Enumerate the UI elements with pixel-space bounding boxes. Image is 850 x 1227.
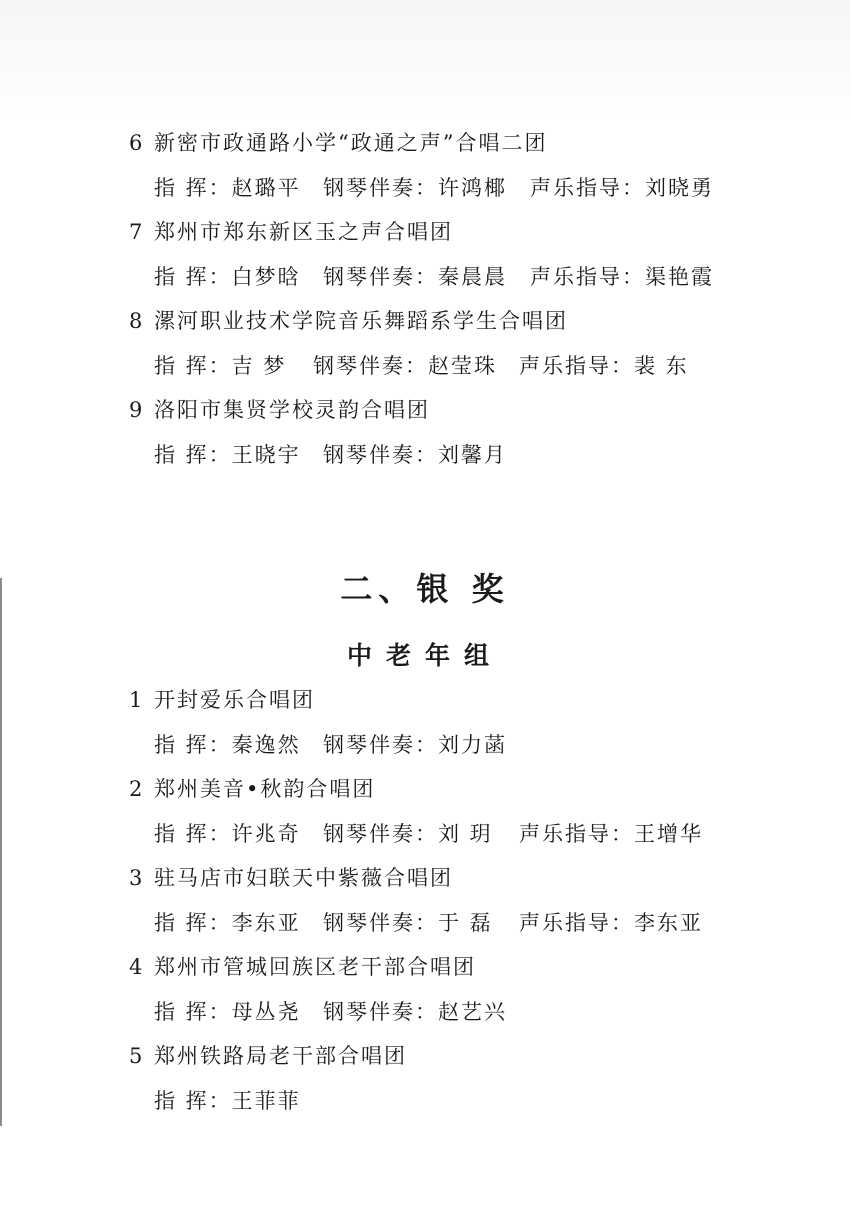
choir-name: 驻马店市妇联天中紫薇合唱团	[154, 866, 453, 890]
pianist-text: 钢琴伴奏：许鸿椰	[323, 176, 507, 200]
conductor-text: 指 挥：白梦晗	[154, 265, 301, 289]
choir-name: 郑州铁路局老干部合唱团	[154, 1044, 407, 1068]
conductor-text: 指 挥：许兆奇	[154, 822, 301, 846]
entry-number: 6	[129, 131, 145, 155]
group-title: 中老年组	[346, 641, 503, 670]
pianist-text: 钢琴伴奏：赵莹珠	[313, 354, 497, 378]
entry-number: 3	[129, 866, 145, 890]
choir-name: 洛阳市集贤学校灵韵合唱团	[154, 398, 430, 422]
entry-number: 9	[129, 398, 145, 422]
vocal-coach-text: 声乐指导：刘晓勇	[530, 176, 714, 200]
pianist-text: 钢琴伴奏：秦晨晨	[323, 265, 507, 289]
pianist-text: 钢琴伴奏：刘馨月	[323, 443, 507, 467]
choir-name: 郑州市管城回族区老干部合唱团	[154, 955, 476, 979]
choir-name: 漯河职业技术学院音乐舞蹈系学生合唱团	[154, 309, 568, 333]
choir-name: 新密市政通路小学“政通之声”合唱二团	[154, 131, 548, 155]
pianist-text: 钢琴伴奏：赵艺兴	[323, 1000, 507, 1024]
pianist-text: 钢琴伴奏：刘力菡	[323, 733, 507, 757]
entry-number: 4	[129, 955, 145, 979]
conductor-text: 指 挥：吉 梦	[154, 354, 287, 378]
choir-name: 郑州市郑东新区玉之声合唱团	[154, 220, 453, 244]
conductor-text: 指 挥：李东亚	[154, 911, 301, 935]
choir-name: 开封爱乐合唱团	[154, 688, 315, 712]
entry-number: 2	[129, 777, 145, 801]
pianist-text: 钢琴伴奏：刘 玥	[323, 822, 493, 846]
conductor-text: 指 挥：母丛尧	[154, 1000, 301, 1024]
entry-number: 7	[129, 220, 145, 244]
choir-name: 郑州美音•秋韵合唱团	[154, 777, 376, 801]
vocal-coach-text: 声乐指导：李东亚	[519, 911, 703, 935]
pianist-text: 钢琴伴奏：于 磊	[323, 911, 493, 935]
entry-number: 8	[129, 309, 145, 333]
vocal-coach-text: 声乐指导：王增华	[519, 822, 703, 846]
section-title: 二、银 奖	[340, 570, 510, 608]
page-top-band	[0, 0, 850, 122]
entry-number: 5	[129, 1044, 145, 1068]
vocal-coach-text: 声乐指导：裴 东	[519, 354, 689, 378]
conductor-text: 指 挥：赵璐平	[154, 176, 301, 200]
entry-number: 1	[129, 688, 145, 712]
conductor-text: 指 挥：王晓宇	[154, 443, 301, 467]
vocal-coach-text: 声乐指导：渠艳霞	[530, 265, 714, 289]
conductor-text: 指 挥：王菲菲	[154, 1089, 301, 1113]
conductor-text: 指 挥：秦逸然	[154, 733, 301, 757]
